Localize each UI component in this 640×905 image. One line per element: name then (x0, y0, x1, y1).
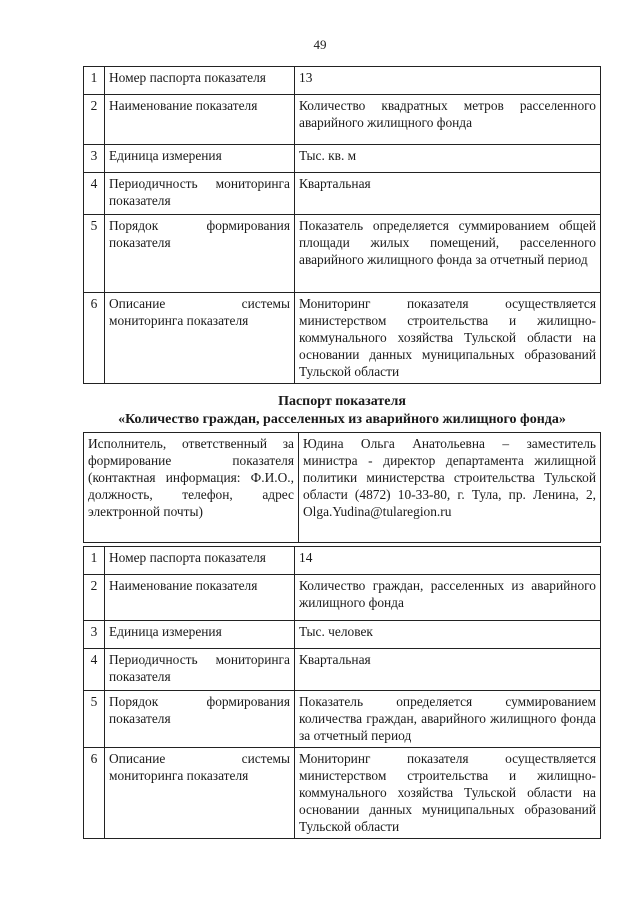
executor-value: Юдина Ольга Анатольевна – заместитель министра - директор департамента жилищной политики министерства строительства Тульской области (4872) 10-33-80, г. Тула, пр. Ленина, 2, Olga.Yudina@tularegion.ru (299, 433, 601, 543)
row-value: Квартальная (295, 173, 601, 215)
row-label: Периодичность мониторинга показателя (105, 173, 295, 215)
row-number: 4 (84, 173, 105, 215)
passport-heading-title: Паспорт показателя (278, 394, 406, 409)
table-row (84, 748, 601, 839)
table-row (84, 547, 601, 575)
row-number: 6 (84, 293, 105, 384)
row-number: 5 (84, 691, 105, 748)
passport-heading-subtitle: «Количество граждан, расселенных из аварийного жилищного фонда» (118, 412, 566, 427)
table-row (84, 215, 601, 293)
row-value: Тыс. кв. м (295, 145, 601, 173)
page-number: 49 (313, 37, 327, 52)
row-number: 6 (84, 748, 105, 839)
row-label: Наименование показателя (105, 95, 295, 145)
row-number: 2 (84, 575, 105, 621)
row-value: Квартальная (295, 649, 601, 691)
row-label: Порядок формирования показателя (105, 691, 295, 748)
executor-label: Исполнитель, ответственный за формирование показателя (контактная информация: Ф.И.О., должность, телефон, адрес электронной почты) (84, 433, 299, 543)
passport-heading (83, 393, 601, 429)
table-row (84, 691, 601, 748)
row-value: Тыс. человек (295, 621, 601, 649)
table-row (84, 433, 601, 543)
table-row (84, 621, 601, 649)
row-value: Количество квадратных метров расселенного аварийного жилищного фонда (295, 95, 601, 145)
row-value: Показатель определяется суммированием количества граждан, аварийного жилищного фонда за отчетный период (295, 691, 601, 748)
row-number: 3 (84, 621, 105, 649)
row-value: Мониторинг показателя осуществляется министерством строительства и жилищно-коммунального хозяйства Тульской области на основании данных муниципальных образований Тульской области (295, 748, 601, 839)
row-value: Показатель определяется суммированием общей площади жилых помещений, расселенного аварийного жилищного фонда за отчетный период (295, 215, 601, 293)
row-label: Порядок формирования показателя (105, 215, 295, 293)
row-value: 14 (295, 547, 601, 575)
executor-table (83, 432, 601, 543)
row-value: Количество граждан, расселенных из аварийного жилищного фонда (295, 575, 601, 621)
table-row (84, 145, 601, 173)
table-row (84, 95, 601, 145)
row-label: Единица измерения (105, 621, 295, 649)
row-label: Описание системы мониторинга показателя (105, 293, 295, 384)
row-value: 13 (295, 67, 601, 95)
row-label: Номер паспорта показателя (105, 67, 295, 95)
row-number: 4 (84, 649, 105, 691)
table-row (84, 649, 601, 691)
row-number: 1 (84, 67, 105, 95)
row-label: Номер паспорта показателя (105, 547, 295, 575)
passport-14-table (83, 546, 601, 839)
row-label: Единица измерения (105, 145, 295, 173)
table-row (84, 67, 601, 95)
row-number: 1 (84, 547, 105, 575)
row-number: 2 (84, 95, 105, 145)
row-label: Описание системы мониторинга показателя (105, 748, 295, 839)
table-row (84, 575, 601, 621)
row-number: 5 (84, 215, 105, 293)
table-row (84, 173, 601, 215)
row-number: 3 (84, 145, 105, 173)
row-label: Периодичность мониторинга показателя (105, 649, 295, 691)
table-row (84, 293, 601, 384)
row-label: Наименование показателя (105, 575, 295, 621)
passport-13-table (83, 66, 601, 384)
row-value: Мониторинг показателя осуществляется министерством строительства и жилищно-коммунального хозяйства Тульской области на основании данных муниципальных образований Тульской области (295, 293, 601, 384)
